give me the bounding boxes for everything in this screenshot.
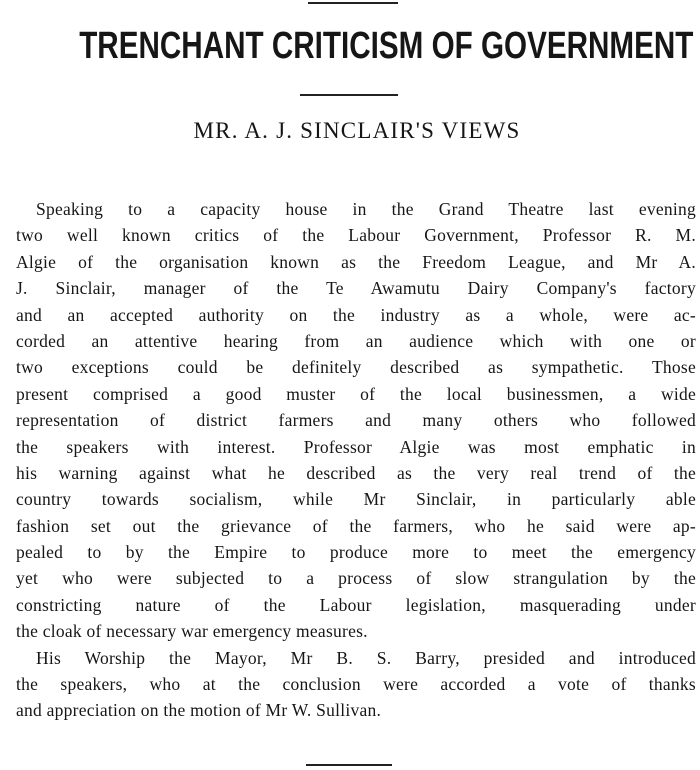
text-line: two well known critics of the Labour Government, Professor R. M.	[16, 225, 696, 246]
text-line: representation of district farmers and many others who followed	[16, 410, 696, 431]
headline-divider-rule	[300, 94, 398, 96]
text-line: his warning against what he described as the very real trend of the	[16, 462, 696, 483]
text-line: country towards socialism, while Mr Sinclair, in particularly able	[16, 489, 696, 510]
text-line: present comprised a good muster of the local businessmen, a wide	[16, 383, 696, 404]
subheadline: MR. A. J. SINCLAIR'S VIEWS	[193, 118, 521, 143]
paragraph-1	[16, 196, 696, 645]
text-line: two exceptions could be definitely described as sympathetic. Those	[16, 357, 696, 378]
article-body	[16, 196, 696, 724]
paragraph-2	[16, 645, 696, 724]
text-line: the speakers, who at the conclusion were accorded a vote of thanks	[16, 674, 696, 695]
text-line: and appreciation on the motion of Mr W. Sullivan.	[16, 700, 382, 721]
text-line: Algie of the organisation known as the Freedom League, and Mr A.	[16, 251, 696, 272]
bottom-divider-rule	[306, 764, 392, 766]
text-line: fashion set out the grievance of the farmers, who he said were ap-	[16, 515, 696, 536]
text-line: the cloak of necessary war emergency measures.	[16, 621, 368, 642]
text-line: corded an attentive hearing from an audience which with one or	[16, 330, 696, 351]
text-line: constricting nature of the Labour legislation, masquerading under	[16, 594, 696, 615]
text-line: the speakers with interest. Professor Algie was most emphatic in	[16, 436, 696, 457]
text-line: Speaking to a capacity house in the Grand Theatre last evening	[36, 199, 696, 219]
text-line: pealed to by the Empire to produce more to meet the emergency	[16, 542, 696, 563]
text-line: and an accepted authority on the industry as a whole, were ac-	[16, 304, 696, 325]
top-divider-rule	[308, 2, 398, 4]
text-line: His Worship the Mayor, Mr B. S. Barry, presided and introduced	[36, 647, 696, 668]
text-line: yet who were subjected to a process of slow strangulation by the	[16, 568, 696, 589]
text-line: J. Sinclair, manager of the Te Awamutu Dairy Company's factory	[16, 278, 696, 299]
headline: TRENCHANT CRITICISM OF GOVERNMENT	[79, 25, 694, 67]
